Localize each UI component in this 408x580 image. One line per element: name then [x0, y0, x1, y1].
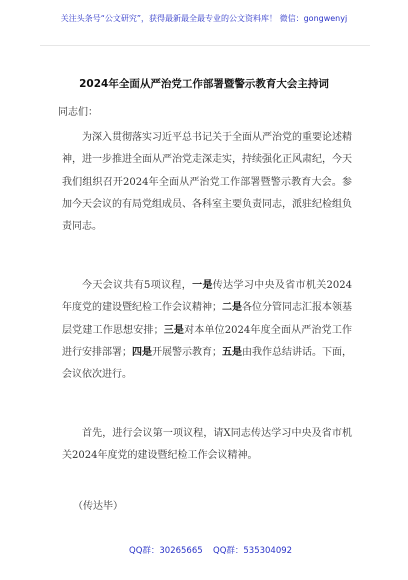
- agenda-item-4-text: 开展警示教育；: [152, 346, 222, 358]
- salutation: 同志们：: [58, 107, 98, 118]
- paragraph-agenda: [62, 275, 352, 386]
- agenda-item-1-text: 传达学习中央及省市机关2024年度党的建设暨纪检工作会议精神；: [62, 280, 352, 314]
- footer-qq-right: QQ群：535304092: [213, 546, 293, 556]
- agenda-item-3-text: 对本单位2024年度全面从严治党工作进行安排部署；: [62, 324, 353, 358]
- closing-note: （传达毕）: [73, 501, 123, 512]
- footer-qq-left: QQ群：30265665: [129, 546, 203, 556]
- document-title: 2024年全面从严治党工作部署暨警示教育大会主持词: [79, 78, 329, 90]
- agenda-item-2-label: 二是: [222, 302, 242, 314]
- agenda-item-1-label: 一是: [192, 280, 213, 291]
- agenda-item-5-text: 由我作总结讲话。下面，会议依次进行。: [62, 346, 352, 381]
- paragraph-first-item: 首先，进行会议第一项议程，请X同志传达学习中央及省市机关2024年度党的建设暨纪检工作会议精神。: [62, 428, 352, 462]
- agenda-item-5-label: 五是: [222, 346, 242, 358]
- promo-header: 关注头条号“公文研究”，获得最新最全最专业的公文资料库！ 微信：gongwenyj: [60, 14, 348, 23]
- agenda-item-4-label: 四是: [132, 346, 152, 358]
- header-divider: [40, 45, 370, 46]
- agenda-item-2-text: 各位分管同志汇报本领基层党建工作思想安排；: [62, 302, 352, 336]
- agenda-intro: 今天会议共有5项议程，: [82, 280, 193, 291]
- paragraph-intro: 为深入贯彻落实习近平总书记关于全面从严治党的重要论述精神，进一步推进全面从严治党走深走实，持续强化正风肃纪，今天我们组织召开2024年全面从严治党工作部署暨警示教育大会。参加今天会议的有局党组成员、各科室主要负责同志，派驻纪检组负责同志。: [62, 132, 352, 233]
- agenda-item-3-label: 三是: [163, 324, 185, 336]
